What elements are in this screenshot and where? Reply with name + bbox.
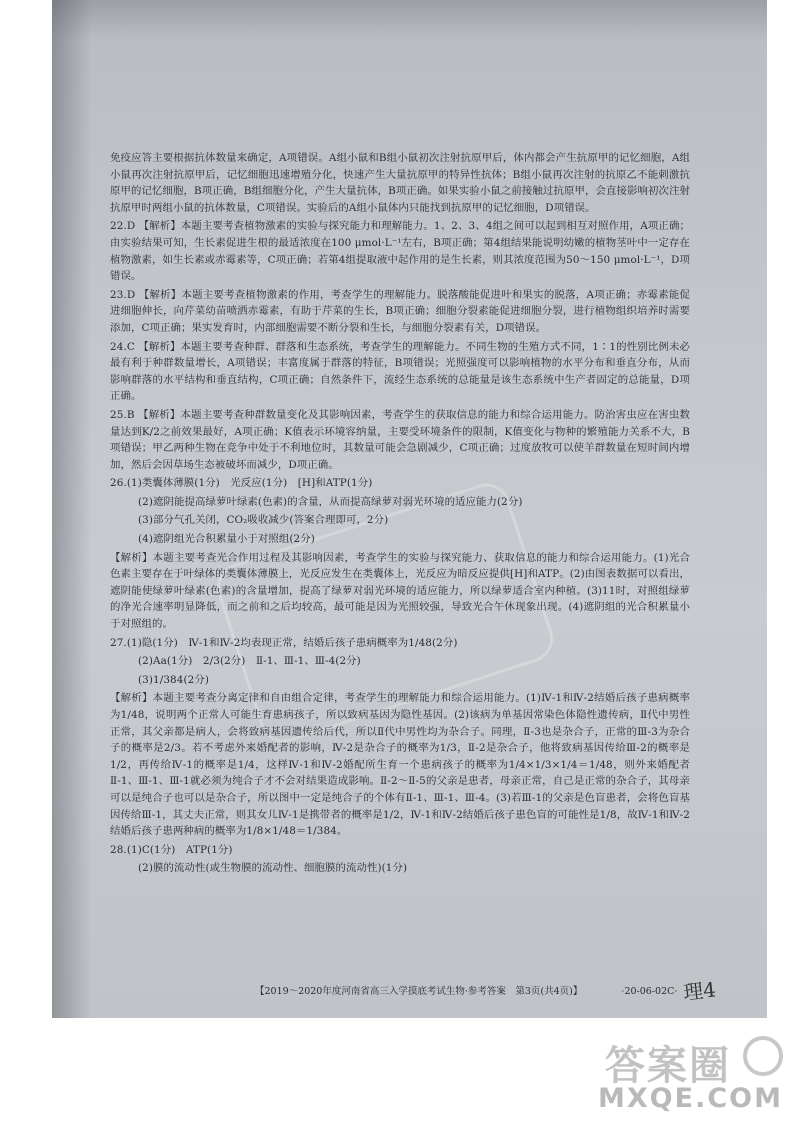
analysis-27: 【解析】本题主要考查分离定律和自由组合定律，考查学生的理解能力和综合运用能力。(1)Ⅳ-1和Ⅳ-2结婚后孩子患病概率为1/48，说明两个正常人可能生育患病孩子，所以致病基因为隐性基因。(2)该病为单基因常染色体隐性遗传病，Ⅱ代中男性正常，其父亲都是病人，会将致病基因遗传给后代，所以Ⅱ代中男性均为杂合子。同理，Ⅱ-3也是杂合子，正常的Ⅲ-3为杂合子的概率是2/3。若不考虑外来婚配者的影响，Ⅳ-2是杂合子的概率为1/3，Ⅱ-2是杂合子，他将致病基因传给Ⅲ-2的概率是1/2，再传给Ⅳ-1的概率是1/4，这样Ⅳ-1和Ⅳ-2婚配所生育一个患病孩子的概率为1/4×1/3×1/4＝1/48，则外来婚配者Ⅱ-1、Ⅲ-1、Ⅲ-1就必须为纯合子才不会对结果造成影响。Ⅱ-2～Ⅱ-5的父亲是患者，母亲正常，自己是正常的杂合子，其母亲可以是纯合子也可以是杂合子，所以图中一定是纯合子的个体有Ⅱ-1、Ⅲ-1、Ⅲ-4。(3)若Ⅲ-1的父亲是色盲患者，会将色盲基因传给Ⅲ-1，其丈夫正常，则其女儿Ⅳ-1是携带者的概率是1/2，Ⅳ-1和Ⅳ-2结婚后孩子患色盲的可能性是1/8，故Ⅳ-1和Ⅳ-2结婚后孩子患两种病的概率为1/8×1/48＝1/384。 <box>110 692 690 838</box>
watermark-url: MXQE.COM <box>598 1083 783 1114</box>
paragraph-25: 25.B 【解析】本题主要考查种群数量变化及其影响因素，考查学生的获取信息的能力和综合运用能力。防治害虫应在害虫数量达到K/2之前效果最好，A项正确；K值表示环境容纳量，主要受环境条件的限制，K值变化与物种的繁殖能力关系不大，B项错误；甲乙两种生物在竞争中处于不利地位时，其数量可能会急剧减少，C项正确；过度放牧可以使羊群数量在短时间内增加，然后会因草场生态被破坏而减少，D项正确。 <box>110 408 690 471</box>
analysis-26: 【解析】本题主要考查光合作用过程及其影响因素，考查学生的实验与探究能力、获取信息的能力和综合运用能力。(1)光合色素主要存在于叶绿体的类囊体薄膜上，光反应发生在类囊体上，光反应为暗反应提供[H]和ATP。(2)由图表数据可以看出，遮阴能使绿萝叶绿素(色素)的含量增加，提高了绿萝对弱光环境的适应能力，所以绿萝适合室内种植。(3)11时，对照组绿萝的净光合速率明显降低，而之前和之后均较高，最可能是因为光照较强，导致光合午休现象出现。(4)遮阴组的光合积累量小于对照组的。 <box>110 551 690 631</box>
answer-28-1: 28.(1)C(1分) ATP(1分) <box>110 843 233 856</box>
handwritten-note: 理4 <box>681 977 718 1005</box>
answer-27-3: (3)1/384(2分) <box>138 673 209 686</box>
watermark-zh: 答案圈 <box>605 1043 731 1089</box>
paragraph-24: 24.C 【解析】本题主要考查种群、群落和生态系统，考查学生的理解能力。不同生物的生殖方式不同，1∶1的性别比例未必最有利于种群数量增长，A项错误；丰富度属于群落的特征，B项错误；光照强度可以影响植物的水平分布和垂直分布，从而影响群落的水平结构和垂直结构，C项正确；自然条件下，流经生态系统的总能量是该生态系统中生产者固定的总能量，D项正确。 <box>110 340 690 403</box>
photo-shadow-left <box>52 0 92 1018</box>
paragraph-23: 23.D 【解析】本题主要考查植物激素的作用，考查学生的理解能力。脱落酸能促进叶和果实的脱落，A项正确；赤霉素能促进细胞伸长，向芹菜幼苗喷洒赤霉素，有助于芹菜的生长，B项正确；细胞分裂素能促进细胞分裂，进行植物组织培养时需要添加，C项正确；果实发育时，内部细胞需要不断分裂和生长，与细胞分裂素有关，D项错误。 <box>110 288 690 334</box>
answer-26-1: 26.(1)类囊体薄膜(1分) 光反应(1分) [H]和ATP(1分) <box>110 477 373 490</box>
answer-26-2: (2)遮阴能提高绿萝叶绿素(色素)的含量，从而提高绿萝对弱光环境的适应能力(2分) <box>138 495 523 508</box>
paragraph-22: 22.D 【解析】本题主要考查植物激素的实验与探究能力和理解能力。1、2、3、4组之间可以起到相互对照作用，A项正确；由实验结果可知，生长素促进生根的最适浓度在100 μmol·L⁻¹左右，B项正确；第4组结果能说明幼嫩的植物茎叶中一定存在植物激素，如生长素或赤霉素等，C项正确；若第4组提取液中起作用的是生长素，则其浓度范围为50～150 μmol·L⁻¹，D项错误。 <box>110 220 690 283</box>
answer-26-4: (4)遮阴组光合积累量小于对照组(2分) <box>138 533 315 546</box>
answer-page <box>110 150 690 879</box>
paragraph-21-continued: 免疫应答主要根据抗体数量来确定，A项错误。A组小鼠和B组小鼠初次注射抗原甲后，体内都会产生抗原甲的记忆细胞，A组小鼠再次注射抗原甲后，记忆细胞迅速增殖分化，快速产生大量抗原甲的特异性抗体；B组小鼠再次注射的抗原乙不能刺激抗原甲的记忆细胞，B项正确，B组细胞分化，产生大量抗体，B项正确。如果实验小鼠之前接触过抗原甲，会直接影响初次注射抗原甲时两组小鼠的抗体数量，C项错误。实验后的A组小鼠体内只能找到抗原甲的记忆细胞，D项错误。 <box>110 152 690 214</box>
answer-27-1: 27.(1)隐(1分) Ⅳ-1和Ⅳ-2均表现正常，结婚后孩子患病概率为1/48(2分) <box>110 636 458 649</box>
photo-shadow-top <box>52 0 767 40</box>
answer-28-2: (2)膜的流动性(或生物膜的流动性、细胞膜的流动性)(1分) <box>138 862 408 875</box>
footer-title: 【2019～2020年度河南省高三入学摸底考试生物·参考答案 第3页(共4页)】 <box>255 986 583 997</box>
page-footer <box>255 983 677 997</box>
answer-26-3: (3)部分气孔关闭，CO₂吸收减少(答案合理即可，2分) <box>138 514 389 527</box>
answer-27-2: (2)Aa(1分) 2/3(2分) Ⅱ-1、Ⅲ-1、Ⅲ-4(2分) <box>138 655 361 668</box>
footer-code: ·20-06-02C· <box>621 986 678 997</box>
